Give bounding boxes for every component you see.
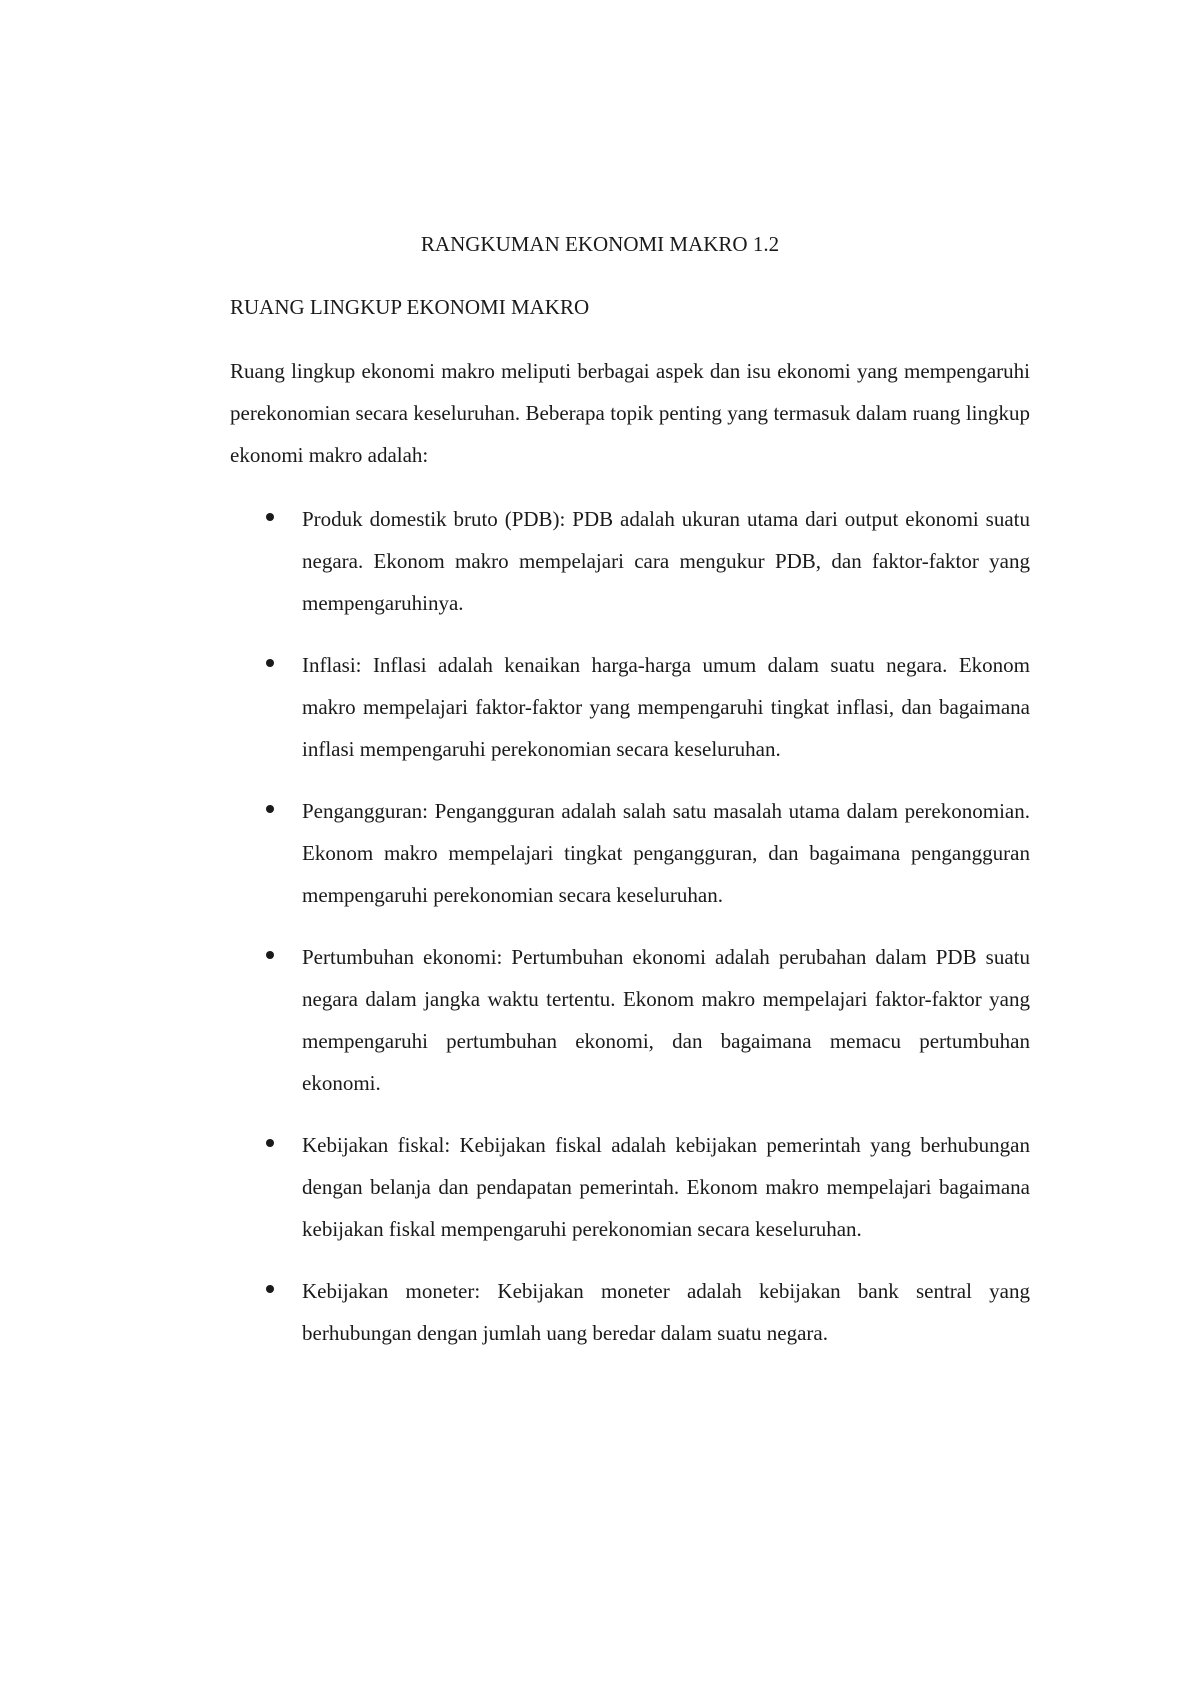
list-item-text: Kebijakan fiskal: Kebijakan fiskal adalah kebijakan pemerintah yang berhubungan dengan belanja dan pendapatan pemerintah. Ekonom makro mempelajari bagaimana kebijakan fiskal mempengaruhi perekonomian secara keseluruhan. — [302, 1133, 1030, 1241]
list-item — [230, 790, 1030, 916]
topic-list — [230, 498, 1030, 1374]
bullet-icon — [266, 659, 274, 667]
intro-paragraph: Ruang lingkup ekonomi makro meliputi berbagai aspek dan isu ekonomi yang mempengaruhi perekonomian secara keseluruhan. Beberapa topik penting yang termasuk dalam ruang lingkup ekonomi makro adalah: — [230, 359, 1030, 467]
list-item-text: Inflasi: Inflasi adalah kenaikan harga-harga umum dalam suatu negara. Ekonom makro mempelajari faktor-faktor yang mempengaruhi tingkat inflasi, dan bagaimana inflasi mempengaruhi perekonomian secara keseluruhan. — [302, 653, 1030, 761]
bullet-icon — [266, 1139, 274, 1147]
document-title: RANGKUMAN EKONOMI MAKRO 1.2 — [420, 232, 780, 256]
list-item-text: Pengangguran: Pengangguran adalah salah satu masalah utama dalam perekonomian. Ekonom makro mempelajari tingkat pengangguran, dan bagaimana pengangguran mempengaruhi perekonomian secara keseluruhan. — [302, 799, 1030, 907]
list-item — [230, 644, 1030, 770]
bullet-icon — [266, 513, 274, 521]
list-item — [230, 498, 1030, 624]
bullet-icon — [266, 1285, 274, 1293]
list-item — [230, 1124, 1030, 1250]
list-item — [230, 1270, 1030, 1354]
list-item-text: Pertumbuhan ekonomi: Pertumbuhan ekonomi adalah perubahan dalam PDB suatu negara dalam jangka waktu tertentu. Ekonom makro mempelajari faktor-faktor yang mempengaruhi pertumbuhan ekonomi, dan bagaimana memacu pertumbuhan ekonomi. — [302, 945, 1030, 1095]
bullet-icon — [266, 951, 274, 959]
bullet-icon — [266, 805, 274, 813]
list-item-text: Produk domestik bruto (PDB): PDB adalah ukuran utama dari output ekonomi suatu negara. Ekonom makro mempelajari cara mengukur PDB, dan faktor-faktor yang mempengaruhinya. — [302, 507, 1030, 615]
list-item — [230, 936, 1030, 1104]
section-heading: RUANG LINGKUP EKONOMI MAKRO — [230, 295, 590, 319]
list-item-text: Kebijakan moneter: Kebijakan moneter adalah kebijakan bank sentral yang berhubungan dengan jumlah uang beredar dalam suatu negara. — [302, 1279, 1030, 1345]
